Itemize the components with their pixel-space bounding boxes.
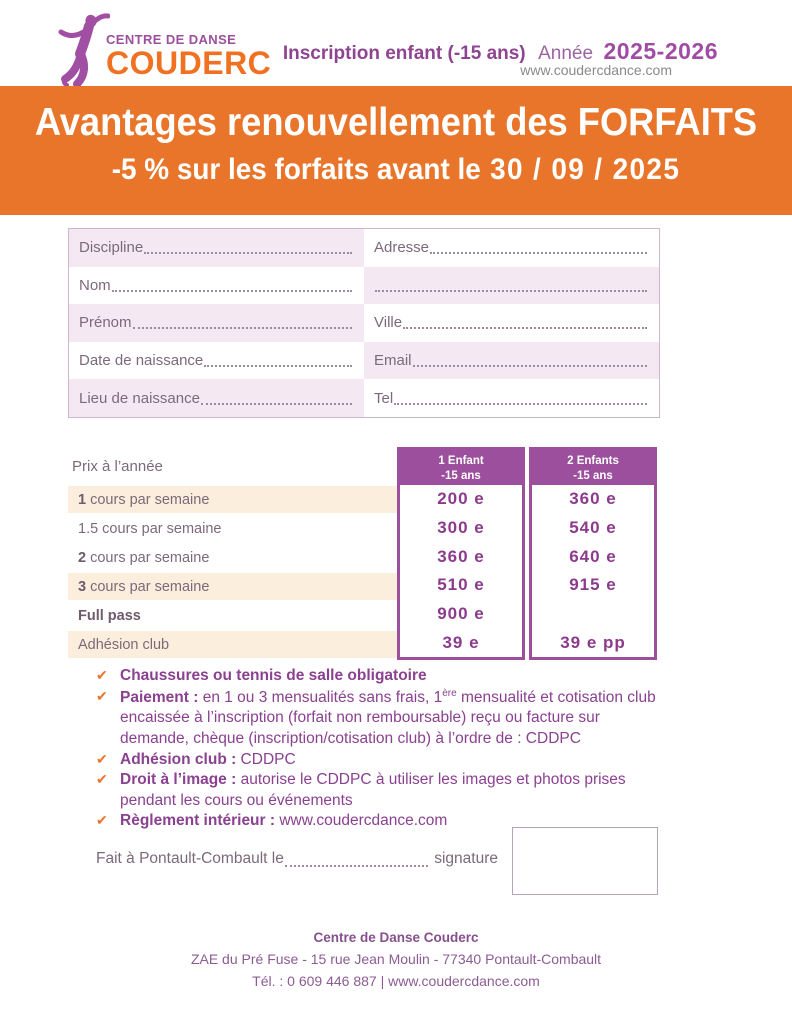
field-email[interactable]: Email — [364, 342, 659, 380]
header-title-annee: Année — [538, 43, 594, 64]
signature-row — [96, 827, 658, 895]
dotted-line — [430, 252, 647, 254]
list-item: ✔ Chaussures ou tennis de salle obligatoire — [96, 667, 427, 684]
check-icon: ✔ — [96, 667, 108, 683]
promo-banner-subtitle-text: -5 % sur les forfaits avant le — [111, 153, 481, 186]
price-cell: 200 e — [437, 489, 485, 509]
field-nom[interactable]: Nom — [69, 267, 364, 305]
dotted-line — [375, 290, 647, 292]
price-row-label: 1.5 cours par semaine — [78, 520, 222, 537]
price-cell: 900 e — [437, 604, 485, 624]
check-icon: ✔ — [96, 771, 108, 788]
signature-date-label: Fait à Pontault-Combault le — [96, 850, 284, 867]
price-cell: 39 e — [442, 632, 480, 652]
price-cell: 915 e — [569, 575, 617, 595]
dotted-line — [285, 865, 428, 867]
field-prenom[interactable]: Prénom — [69, 304, 364, 342]
contact-form — [68, 228, 660, 418]
check-icon: ✔ — [96, 687, 108, 704]
logo-line-2: COUDERC — [106, 45, 272, 81]
field-lieu-naissance[interactable]: Lieu de naissance — [69, 379, 364, 417]
promo-banner-title: Avantages renouvellement des FORFAITS — [34, 101, 758, 144]
price-column-2-enfants — [529, 447, 657, 660]
dotted-line — [144, 252, 352, 254]
footer-contact: Tél. : 0 609 446 887 | www.coudercdance.com — [252, 972, 540, 989]
price-row-label: 3 cours par semaine — [68, 573, 397, 600]
logo — [58, 12, 272, 86]
price-row-label: Full pass — [78, 607, 141, 624]
list-item: ✔ Adhésion club : CDDPC — [96, 750, 296, 768]
header-title — [283, 38, 718, 65]
dotted-line — [112, 290, 352, 292]
header-title-year: 2025-2026 — [603, 38, 718, 64]
field-tel[interactable]: Tel — [364, 379, 659, 417]
footer — [0, 928, 792, 992]
list-item: ✔ Règlement intérieur : www.coudercdance.com — [96, 812, 448, 830]
list-item: ✔ Paiement : en 1 ou 3 mensualités sans frais, 1ère mensualité et cotisation club encaissée à l’inscription (forfait non remboursable) reçu ou facture sur demande, chèque (inscription/cotisation club) à l’ordre de : CDDPC — [96, 687, 656, 747]
price-cell: 540 e — [569, 518, 617, 537]
field-date-naissance[interactable]: Date de naissance — [69, 342, 364, 380]
price-cell: 360 e — [569, 489, 617, 509]
field-ville[interactable]: Ville — [364, 304, 659, 342]
header-title-main: Inscription enfant (-15 ans) — [282, 43, 526, 64]
footer-company-name: Centre de Danse Couderc — [313, 930, 479, 945]
promo-banner-date: 30 / 09 / 2025 — [490, 153, 681, 186]
field-adresse[interactable]: Adresse — [364, 229, 659, 267]
promo-banner-subtitle — [28, 153, 765, 187]
footer-address: ZAE du Pré Fuse - 15 rue Jean Moulin - 77340 Pontault-Combault — [190, 950, 602, 967]
price-column-1-header: 1 Enfant -15 ans — [400, 450, 522, 485]
dotted-line — [394, 403, 647, 405]
price-table-labels — [68, 486, 397, 660]
dotted-line — [403, 327, 647, 329]
price-cell: 39 e pp — [560, 632, 626, 652]
field-adresse-suite[interactable] — [364, 267, 659, 305]
price-row-label: 1 cours par semaine — [68, 486, 397, 513]
price-row-label: 2 cours par semaine — [78, 549, 210, 566]
price-cell — [532, 600, 654, 629]
signature-box[interactable] — [512, 827, 658, 895]
check-icon: ✔ — [96, 812, 108, 829]
price-column-1-enfant — [397, 447, 525, 660]
price-table — [68, 447, 660, 660]
price-column-2-header: 2 Enfants -15 ans — [532, 450, 654, 485]
price-cell: 640 e — [569, 546, 617, 566]
logo-line-1: CENTRE DE DANSE — [106, 32, 237, 47]
check-icon: ✔ — [96, 750, 108, 767]
field-discipline[interactable]: Discipline — [69, 229, 364, 267]
dancer-icon — [58, 12, 110, 86]
dotted-line — [413, 365, 647, 367]
header-website: www.coudercdance.com — [520, 62, 672, 78]
dotted-line — [201, 403, 352, 405]
price-table-caption: Prix à l’année — [72, 458, 163, 475]
logo-text — [106, 32, 272, 81]
dotted-line — [133, 327, 352, 329]
price-cell: 510 e — [437, 575, 485, 595]
promo-banner — [0, 86, 792, 215]
list-item: ✔ Droit à l’image : autorise le CDDPC à utiliser les images et photos prises pendant les cours ou événements — [96, 771, 626, 809]
dotted-line — [204, 365, 352, 367]
conditions-list — [96, 666, 661, 832]
signature-label: signature — [434, 850, 498, 867]
price-cell: 300 e — [437, 518, 485, 537]
price-row-label: Adhésion club — [68, 631, 397, 658]
price-cell: 360 e — [437, 546, 485, 566]
